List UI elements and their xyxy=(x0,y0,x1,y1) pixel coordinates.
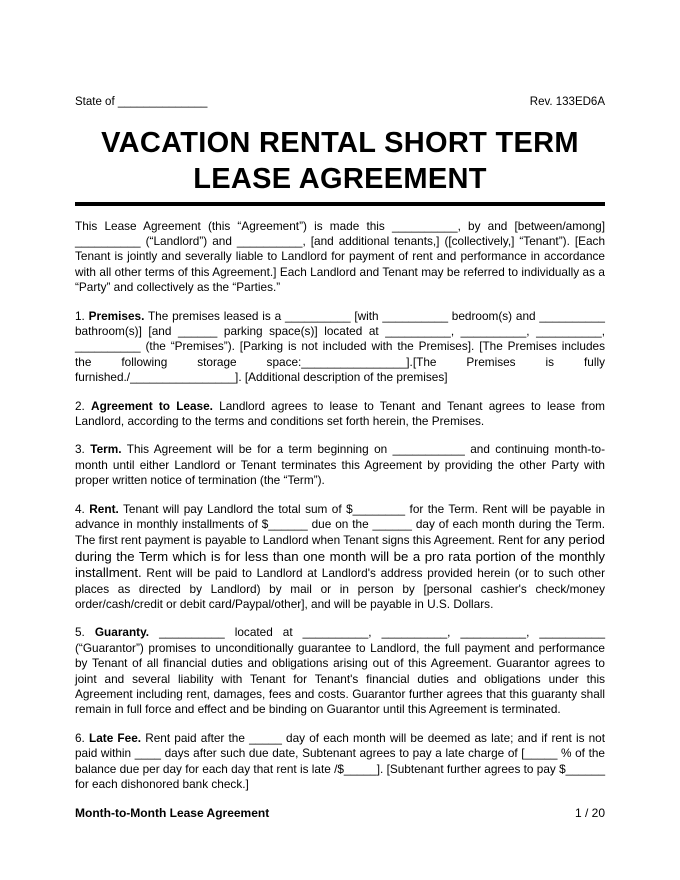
intro-paragraph xyxy=(75,219,605,296)
section-4-heading: Rent. xyxy=(89,501,119,516)
page-footer xyxy=(75,806,605,820)
section-6-late-fee xyxy=(75,731,605,793)
section-6-heading: Late Fee. xyxy=(89,730,142,745)
section-2-body: Landlord agrees to lease to Tenant and Tenant agrees to lease from Landlord, according to the terms and conditions set forth herein, the Premises. xyxy=(75,398,605,428)
section-3-body: This Agreement will be for a term beginning on ___________ and continuing month-to-month until either Landlord or Tenant terminates this Agreement by providing the other Party with proper written notice of termination (the “Term”). xyxy=(75,442,605,488)
section-2-agreement-to-lease xyxy=(75,399,605,430)
section-3-number: 3. xyxy=(75,442,85,457)
section-1-heading: Premises. xyxy=(88,308,145,323)
revision-label: Rev. 133ED6A xyxy=(529,96,605,108)
section-2-heading: Agreement to Lease. xyxy=(91,398,213,413)
state-of-line: State of ______________ xyxy=(75,96,208,108)
section-3-term xyxy=(75,442,605,488)
section-1-premises xyxy=(75,309,605,386)
section-4-body-pre: Tenant will pay Landlord the total sum of $________ for the Term. Rent will be payable in advance in monthly installments of $______ due on the ______ day of each month during the Term. The first rent payment is payable to Landlord when Tenant signs this Agreement. Rent for xyxy=(75,501,605,548)
footer-page-number: 1 / 20 xyxy=(574,806,605,820)
section-5-heading: Guaranty. xyxy=(94,625,150,640)
section-5-body: __________ located at __________, __________, __________, __________ (“Guarantor”) promises to unconditionally guarantee to Landlord, the full payment and performance by Tenant of all financial duties and obligations arising out of this Agreement. Guarantor agrees to joint and several liability with Tenant for Tenant's financial duties and obligations under this Agreement including rent, damages, fees and costs. Guarantor further agrees that this guaranty shall remain in full force and effect and be binding on Guarantor until this Agreement is terminated. xyxy=(75,625,606,717)
section-4-rent xyxy=(75,502,605,613)
section-3-heading: Term. xyxy=(90,442,122,457)
section-4-body-alt: any period during the Term which is for less than one month will be a pro rata portion of the monthly installment. xyxy=(75,532,605,581)
title-divider xyxy=(75,202,605,206)
section-2-number: 2. xyxy=(75,398,85,413)
document-title-line2: LEASE AGREEMENT xyxy=(193,163,487,195)
section-5-guaranty xyxy=(75,625,605,717)
section-1-body: The premises leased is a __________ [with __________ bedroom(s) and __________ bathroom(s)] [and ______ parking space(s)] located at __________, __________, __________, __________ (the “Premises”). [Parking is not included with the Premises]. [The Premises includes the following storage space:________________].[The Premises is fully furnished./________________]. [Additional description of the premises] xyxy=(75,308,605,385)
document-title-line1: VACATION RENTAL SHORT TERM xyxy=(101,127,579,159)
footer-document-type: Month-to-Month Lease Agreement xyxy=(75,806,270,820)
section-1-number: 1. xyxy=(75,308,85,323)
section-6-body: Rent paid after the _____ day of each month will be deemed as late; and if rent is not paid within ____ days after such due date, Subtenant agrees to pay a late charge of [_____ % of the balance due per day for each day that rent is late /$_____]. [Subtenant further agrees to pay $______ for each dishonored bank check.] xyxy=(75,730,606,792)
section-4-body-post: Rent will be paid to Landlord at Landlord's address provided herein (or to such other places as directed by Landlord) by mail or in person by [personal cashier's check/money order/cash/credit or debit card/Paypal/other], and will be payable in U.S. Dollars. xyxy=(75,566,605,612)
section-6-number: 6. xyxy=(75,730,85,745)
intro-text: This Lease Agreement (this “Agreement”) is made this __________, by and [between/among] __________ (“Landlord”) and __________, [and additional tenants,] ([collectively,] “Tenant”). [Each Tenant is jointly and severally liable to Landlord for payment of rent and performance in accordance with all other terms of this Agreement.] Each Landlord and Tenant may be referred to individually as a “Party” and collectively as the “Parties.” xyxy=(75,218,605,295)
document-meta-row xyxy=(75,96,605,109)
section-5-number: 5. xyxy=(75,625,85,640)
section-4-number: 4. xyxy=(75,501,85,516)
document-title xyxy=(75,125,605,197)
